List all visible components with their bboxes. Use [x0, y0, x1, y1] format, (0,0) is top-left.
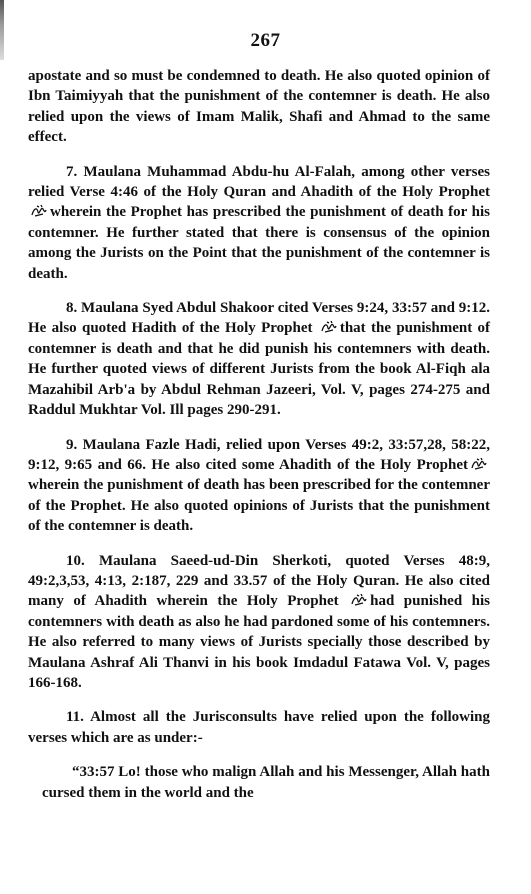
paragraph-8: [28, 298, 490, 420]
paragraph-continuation: apostate and so must be condemned to death. He also quoted opinion of Ibn Taimiyyah that the punishment of the contemner is death. He also relied upon the views of Imam Malik, Shafi and Ahmad to the same effect.: [28, 68, 490, 146]
page-number: 267: [250, 30, 281, 51]
quoted-verse: “33:57 Lo! those who malign Allah and his Messenger, Allah hath cursed them in the world and the: [42, 764, 490, 801]
pbuh-calligraphy-icon: [471, 457, 487, 471]
paragraph-7-text-a: 7. Maulana Muhammad Abdu-hu Al-Falah, among other verses relied Verse 4:46 of the Holy Quran and Ahadith of the Holy Prophet: [28, 163, 490, 201]
paragraph-11: 11. Almost all the Jurisconsults have relied upon the following verses which are as under:-: [28, 709, 490, 746]
pbuh-calligraphy-icon: [31, 204, 47, 218]
paragraph-7-text-b: wherein the Prophet has prescribed the punishment of death for his contemner. He further stated that there is consensus of the opinion among the Jurists on the Point that the punishment of the contemner is death.: [28, 204, 490, 282]
paragraph-7: [28, 162, 490, 284]
paragraph-9: [28, 435, 490, 537]
paragraph-10-text-a: 10. Maulana Saeed-ud-Din Sherkoti, quoted Verses 48:9, 49:2,3,53, 4:13, 2:187, 229 and 33.57 of the Holy Quran. He also cited many of Ahadith wherein the Holy Prophet: [28, 552, 490, 610]
paragraph-8-text-b: that the punishment of contemner is death and that he did punish his contemners with death. He further quoted views of different Jurists from the book Al-Fiqh ala Mazahibil Arb'a by Abdul Rehman Jazeeri, Vol. V, pages 274-275 and Raddul Mukhtar Vol. Ill pages 290-291.: [28, 320, 491, 419]
pbuh-calligraphy-icon: [321, 320, 337, 334]
page-body: [28, 66, 490, 803]
paragraph-9-text-a: 9. Maulana Fazle Hadi, relied upon Verses 49:2, 33:57,28, 58:22, 9:12, 9:65 and 66. He also cited some Ahadith of the Holy Prophet: [28, 436, 490, 473]
paragraph-8-text-a: 8. Maulana Syed Abdul Shakoor cited Verses 9:24, 33:57 and 9:12. He also quoted Hadith of the Holy Prophet: [28, 300, 490, 337]
paragraph-10: [28, 551, 490, 694]
pbuh-calligraphy-icon: [351, 593, 367, 607]
paragraph-9-text-b: wherein the punishment of death has been prescribed for the contemner of the Prophet. He also quoted opinions of Jurists that the punishment of the contemner is death.: [28, 477, 490, 535]
paragraph-10-text-b: had punished his contemners with death as also he had pardoned some of his contemners. He also referred to many views of Jurists specially those described by Maulana Ashraf Ali Thanvi in his book Imdadul Fatawa Vol. V, pages 166-168.: [28, 593, 491, 691]
